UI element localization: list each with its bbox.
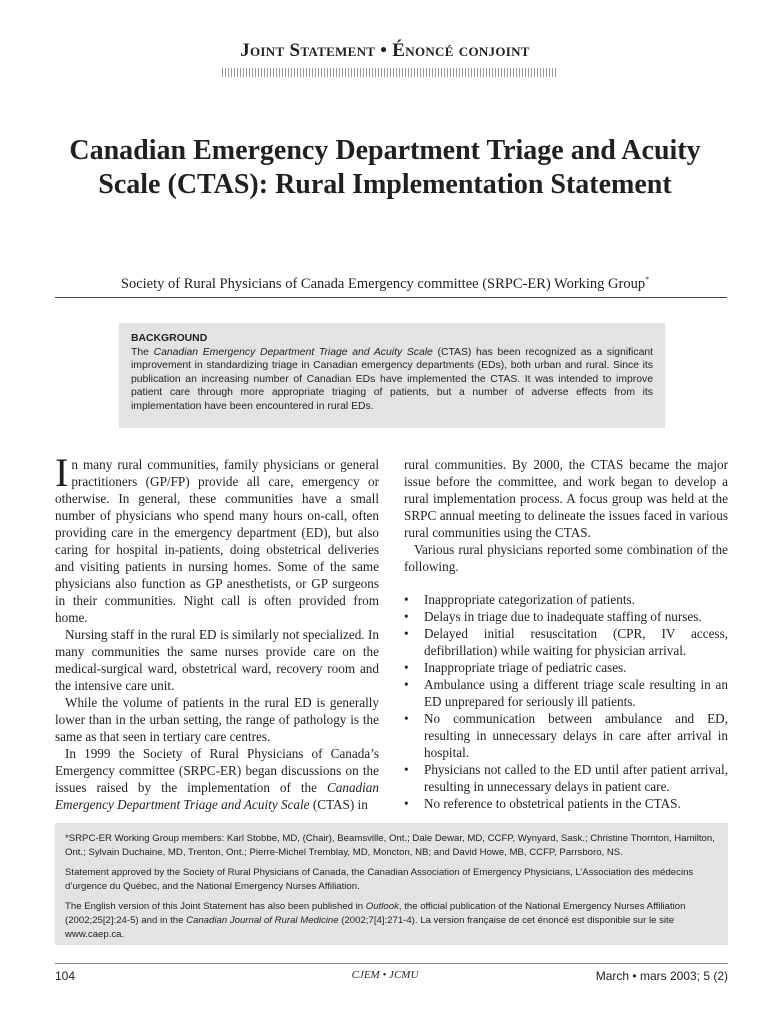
- paragraph: Nursing staff in the rural ED is similarly not specialized. In many communities the same nurses provide care on the medical-surgical ward, obstetrical ward, recovery room and the intensive care unit.: [55, 627, 379, 693]
- issues-list: [404, 591, 728, 812]
- paragraph-text: (CTAS) in: [309, 797, 368, 812]
- background-text: [131, 346, 653, 414]
- journal-name: CJEM • JCMU: [351, 969, 419, 981]
- footnote-text: , the official publication of the National Emergency Nurses Affiliation (2002;25[2]:24-5) and in the: [65, 901, 686, 926]
- footer-divider: [55, 963, 728, 964]
- right-column: [404, 456, 728, 812]
- paragraph: [55, 450, 379, 626]
- list-item: • Inappropriate categorization of patients.: [404, 591, 728, 608]
- list-item: • No reference to obstetrical patients in the CTAS.: [404, 795, 728, 812]
- article-title: [30, 134, 740, 202]
- footnote-approval: Statement approved by the Society of Rural Physicians of Canada, the Canadian Association of Emergency Physicians, L’Association des médecins d’urgence du Québec, and the National Emergency Nurses Affiliation.: [65, 867, 694, 892]
- author-text: Society of Rural Physicians of Canada Emergency committee (SRPC-ER) Working Group: [120, 276, 646, 292]
- list-item: • Delays in triage due to inadequate staffing of nurses.: [404, 608, 728, 625]
- footnote-box: [55, 823, 728, 945]
- footnote-members: *SRPC-ER Working Group members: Karl Stobbe, MD, (Chair), Beamsville, Ont.; Dale Dewar, MD, CCFP, Wynyard, Sask.; Christine Thornton, Hamilton, Ont.; Sylvain Duchaine, MD, Trenton, Ont.; Pierre-Michel Tremblay, MD, Moncton, NB; and David Howe, MB, CCFP, Parrsboro, NS.: [65, 833, 715, 858]
- paragraph-text: n many rural communities, family physicians or general practitioners (GP/FP) provide all care, emergency or otherwise. In general, these communities have a small number of physicians who spend many hours on-call, often providing care in the emergency department (ED), but also caring for hospital in-patients, doing obstetrical deliveries and visiting patients in nursing homes. Some of the same physicians also function as GP anesthetists, or GP surgeons in their communities. Night call is often provided from home.: [55, 457, 379, 625]
- page-number: 104: [55, 969, 76, 983]
- background-box: [119, 323, 665, 428]
- header-hatch-rule: [222, 68, 558, 77]
- list-item: • Physicians not called to the ED until after patient arrival, resulting in unnecessary delays in patient care.: [404, 761, 728, 795]
- list-item: • Ambulance using a different triage scale resulting in an ED unprepared for seriously ill patients.: [404, 676, 728, 710]
- paragraph: Various rural physicians reported some combination of the following.: [404, 542, 728, 574]
- paragraph-italic: Canadian Emergency Department Triage and Acuity Scale: [55, 780, 379, 812]
- author-footnote-marker: *: [645, 275, 650, 284]
- footnote-text: (2002;7[4]:271-4). La version française de cet énoncé est disponible sur le site www.caep.ca.: [65, 915, 675, 940]
- drop-cap: I: [55, 450, 69, 495]
- list-item: • Delayed initial resuscitation (CPR, IV access, defibrillation) while waiting for physician arrival.: [404, 625, 728, 659]
- author-line: [40, 275, 730, 293]
- list-item: • Inappropriate triage of pediatric cases.: [404, 659, 728, 676]
- footnote-text: The English version of this Joint Statement has also been published in: [65, 901, 366, 912]
- title-divider: [55, 297, 727, 298]
- background-text-pre: The: [131, 346, 154, 358]
- list-item: • No communication between ambulance and ED, resulting in unnecessary delays in care after arrival in hospital.: [404, 710, 728, 761]
- background-heading: BACKGROUND: [131, 333, 208, 344]
- background-text-italic: Canadian Emergency Department Triage and Acuity Scale: [153, 346, 433, 358]
- paragraph: [55, 745, 379, 813]
- paragraph-text: In 1999 the Society of Rural Physicians of Canada’s Emergency committee (SRPC-ER) began discussions on the issues raised by the implementation of the: [55, 746, 379, 795]
- footnote-italic: Canadian Journal of Rural Medicine: [186, 915, 339, 926]
- running-header: Joint Statement • Énoncé conjoint: [240, 40, 530, 61]
- title-line-2: Scale (CTAS): Rural Implementation Statement: [98, 169, 672, 200]
- issue-info: March • mars 2003; 5 (2): [595, 969, 728, 983]
- paragraph: rural communities. By 2000, the CTAS became the major issue before the committee, and work began to develop a rural implementation process. A focus group was held at the SRPC annual meeting to delineate the issues faced in various rural communities using the CTAS.: [404, 457, 728, 540]
- footnote-italic: Outlook: [365, 901, 399, 912]
- left-column: [55, 450, 379, 813]
- paragraph: While the volume of patients in the rural ED is generally lower than in the urban setting, the range of pathology is the same as that seen in tertiary care centres.: [55, 695, 379, 744]
- title-line-1: Canadian Emergency Department Triage and Acuity: [69, 135, 701, 166]
- footnote-publication: [65, 900, 718, 942]
- background-text-post: (CTAS) has been recognized as a significant improvement in standardizing triage in Canadian emergency departments (EDs), both urban and rural. Since its publication an increasing number of Canadian EDs have implemented the CTAS. It was intended to improve patient care through more appropriate triaging of patients, but a number of adverse effects from its implementation have been encountered in rural EDs.: [131, 346, 654, 412]
